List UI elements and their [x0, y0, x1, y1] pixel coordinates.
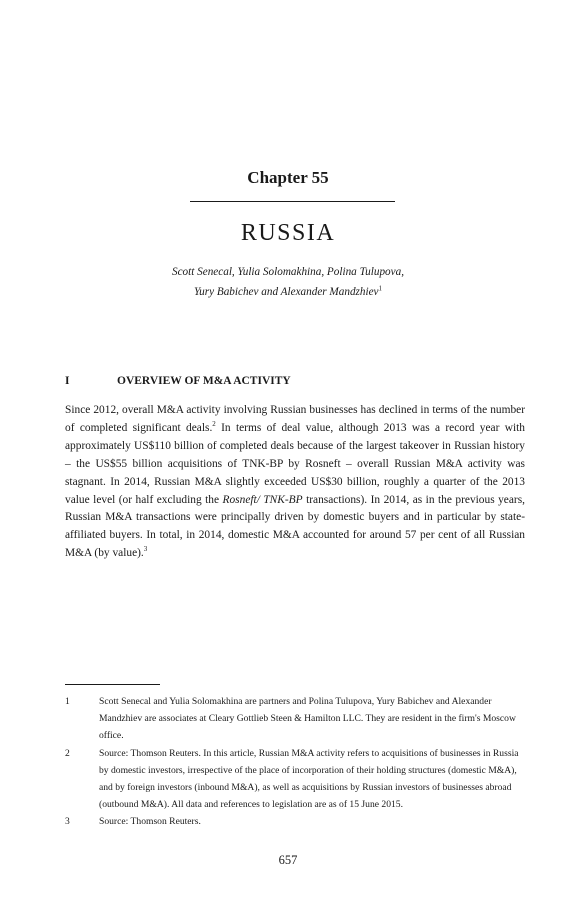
italic-term: Rosneft/ TNK-BP — [222, 493, 303, 506]
author-line-2-text: Yury Babichev and Alexander Mandzhiev — [193, 286, 379, 298]
footnote-number: 1 — [65, 696, 70, 707]
footnote-text: Source: Thomson Reuters. — [99, 816, 201, 828]
footnote-ref-2[interactable]: 2 — [212, 420, 216, 429]
section-number: I — [65, 375, 70, 387]
author-line-2 — [0, 282, 576, 302]
paragraph-text-1: Since 2012, overall M&A activity involving Russian businesses has declined in terms of the number of completed significant deals. — [65, 404, 525, 434]
footnote-ref-1[interactable]: 1 — [378, 284, 383, 293]
footnote-number: 2 — [65, 747, 70, 759]
footnotes — [65, 693, 525, 831]
footnote-number: 3 — [65, 816, 70, 828]
author-byline — [0, 262, 576, 302]
footnote-divider — [65, 684, 160, 685]
chapter-title: RUSSIA — [240, 220, 336, 246]
footnote-ref-3[interactable]: 3 — [143, 545, 148, 554]
author-line-1: Scott Senecal, Yulia Solomakhina, Polina Tulupova, — [171, 266, 405, 278]
footnote-text: Scott Senecal and Yulia Solomakhina are partners and Polina Tulupova, Yury Babichev and Alexander Mandzhiev are associates at Cleary Gottlieb Steen & Hamilton LLC. They are resident in the firm's Moscow office. — [99, 696, 516, 742]
body-paragraph — [65, 402, 525, 563]
paragraph-text-2: In terms of deal value, although 2013 was a record year with approximately US$110 billion of completed deals because of the largest takeover in Russian history – the US$55 billion acquisitions of TNK-BP by Rosneft – overall Russian M&A activity was stagnant. In 2014, Russian M&A slightly exceeded US$30 billion, roughly a quarter of the 2013 value level (or half excluding the — [65, 421, 526, 506]
footnote-2 — [65, 745, 525, 814]
footnote-text: Source: Thomson Reuters. In this article, Russian M&A activity refers to acquisitions of businesses in Russia by domestic investors, irrespective of the place of incorporation of their holding structures (domestic M&A), and by foreign investors (inbound M&A), as well as acquisitions by Russian investors of businesses abroad (outbound M&A). All data and references to legislation are as of 15 June 2015. — [99, 747, 519, 811]
section-heading — [65, 375, 525, 387]
paragraph-text-3: transactions). In 2014, as in the previous years, Russian M&A transactions were principally driven by domestic buyers and in particular by state-affiliated buyers. In total, in 2014, domestic M&A accounted for around 57 per cent of all Russian M&A (by value). — [65, 493, 525, 560]
page-number: 657 — [278, 853, 298, 867]
chapter-label: Chapter 55 — [247, 168, 329, 187]
chapter-divider — [190, 201, 395, 202]
footnote-3 — [65, 813, 525, 830]
section-title: OVERVIEW OF M&A ACTIVITY — [117, 375, 291, 387]
footnote-1 — [65, 693, 525, 745]
